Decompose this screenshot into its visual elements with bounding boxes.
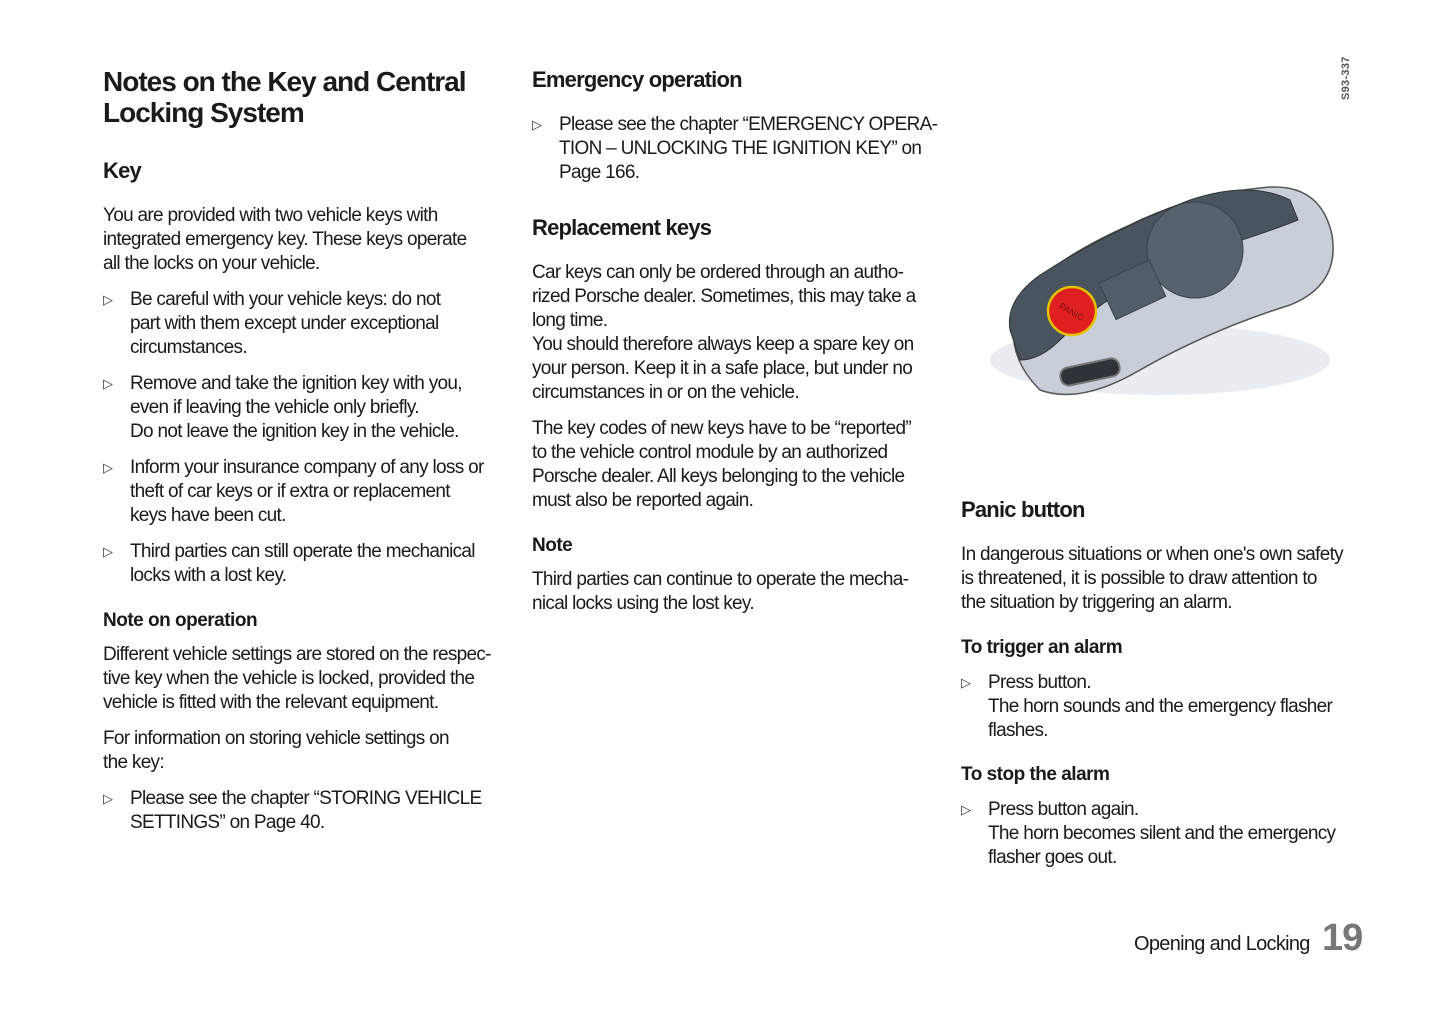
list-item [103,372,462,444]
page-number: 19 [1322,917,1363,959]
key-paragraph: You are provided with two vehicle keys with integrated emergency key. These keys operate all the locks on your vehicle. [103,205,467,274]
panic-button-label: PANIC [1057,300,1086,323]
bullet-triangle-icon: ▷ [103,460,113,475]
bullet-triangle-icon: ▷ [103,544,113,559]
key-codes-paragraph: The key codes of new keys have to be “reported” to the vehicle control module by an authorized Porsche dealer. All keys belonging to the vehicle must also be reported again. [532,418,911,511]
key-fob-icon [960,60,1380,440]
note-paragraph: Third parties can continue to operate the mecha- nical locks using the lost key. [532,569,909,614]
note-on-operation-paragraph: Different vehicle settings are stored on the respec- tive key when the vehicle is locked, provided the vehicle is fitted with the relevant equipment. [103,644,491,713]
storing-settings-paragraph: For information on storing vehicle settings on the key: [103,728,449,773]
key-heading: Key [103,158,141,183]
list-item [103,787,481,835]
bullet-triangle-icon: ▷ [103,376,113,391]
footer-section-title: Opening and Locking [1134,933,1310,955]
figure-label: S93-337 [1340,56,1352,100]
panic-button-heading: Panic button [961,497,1085,522]
bullet-text: Remove and take the ignition key with you, even if leaving the vehicle only briefly. Do not leave the ignition key in the vehicle. [130,373,462,442]
bullet-text: Be careful with your vehicle keys: do not part with them except under exceptional circumstances. [130,289,441,358]
bullet-triangle-icon: ▷ [961,802,971,817]
bullet-text: Please see the chapter “STORING VEHICLE SETTINGS” on Page 40. [130,788,482,833]
list-item [961,798,1335,870]
replacement-keys-paragraph: Car keys can only be ordered through an autho- rized Porsche dealer. Sometimes, this may take a long time. You should therefore always keep a spare key on your person. Keep it in a safe place, but under no circumstances in or on the vehicle. [532,262,916,403]
stop-alarm-heading: To stop the alarm [961,764,1110,785]
bullet-text: Press button. The horn sounds and the emergency flasher flashes. [988,672,1333,741]
bullet-text: Third parties can still operate the mechanical locks with a lost key. [130,541,475,586]
emergency-operation-heading: Emergency operation [532,67,742,92]
list-item [532,113,937,185]
bullet-text: Inform your insurance company of any loss or theft of car keys or if extra or replacement keys have been cut. [130,457,484,526]
list-item [103,288,440,360]
note-heading: Note [532,535,573,556]
bullet-triangle-icon: ▷ [961,675,971,690]
list-item [103,456,484,528]
panic-button-paragraph: In dangerous situations or when one's own safety is threatened, it is possible to draw attention to the situation by triggering an alarm. [961,544,1343,613]
trigger-alarm-heading: To trigger an alarm [961,637,1123,658]
list-item [103,540,475,588]
bullet-triangle-icon: ▷ [532,117,542,132]
list-item [961,671,1332,743]
note-on-operation-heading: Note on operation [103,610,258,631]
replacement-keys-heading: Replacement keys [532,215,712,240]
bullet-triangle-icon: ▷ [103,292,113,307]
bullet-text: Press button again. The horn becomes silent and the emergency flasher goes out. [988,799,1336,868]
bullet-triangle-icon: ▷ [103,791,113,806]
bullet-text: Please see the chapter “EMERGENCY OPERA- TION – UNLOCKING THE IGNITION KEY” on Page 166. [559,114,938,183]
page-title: Notes on the Key and Central Locking System [103,66,466,128]
key-fob-illustration [960,60,1380,440]
